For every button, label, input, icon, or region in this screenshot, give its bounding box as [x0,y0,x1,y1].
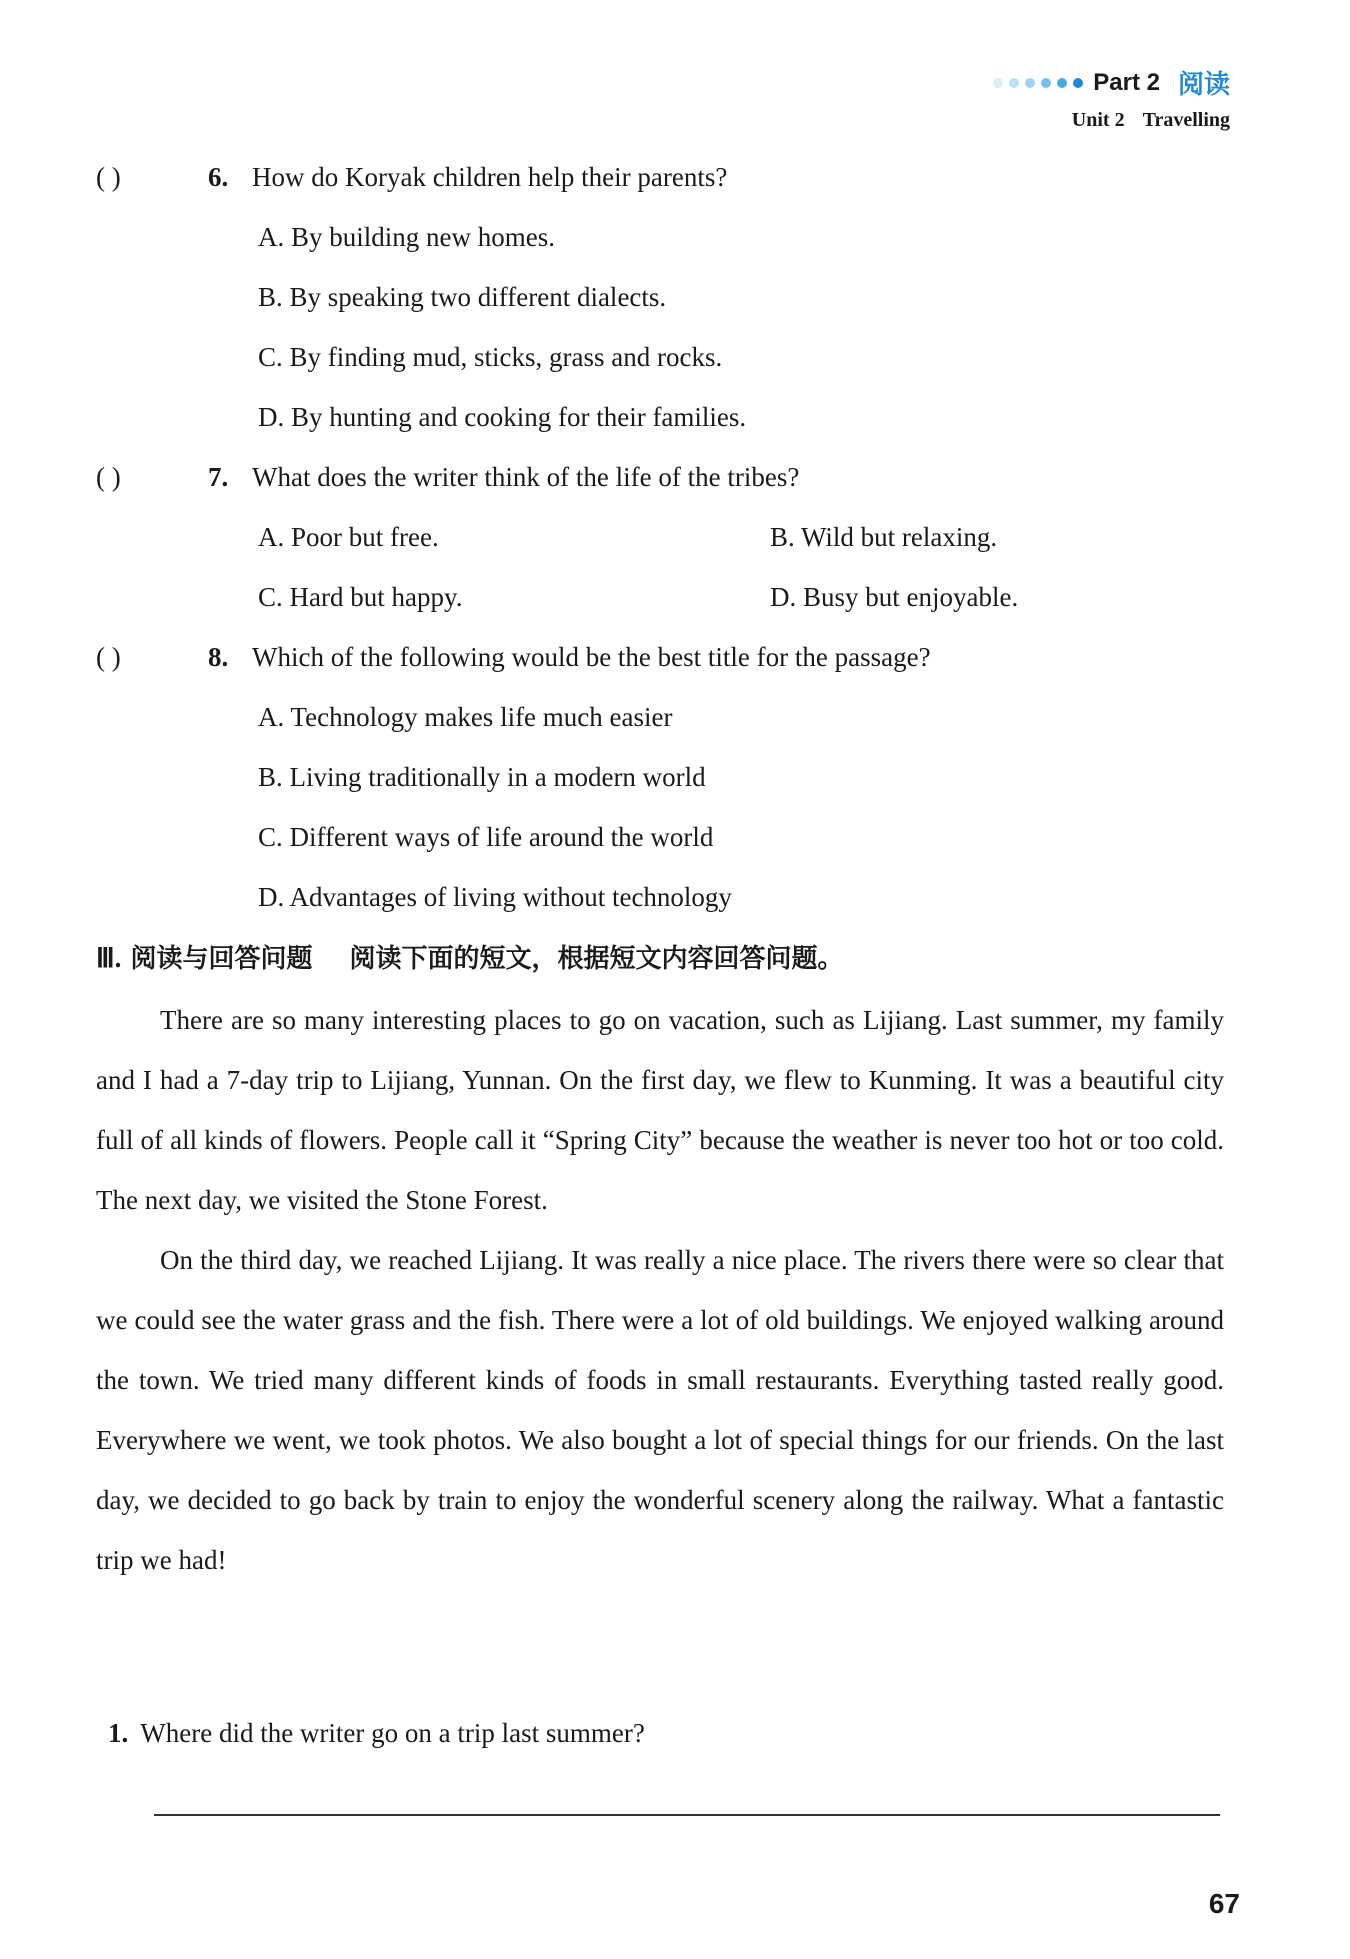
dot-icon [1009,78,1019,88]
question-text: How do Koryak children help their parents? [252,162,728,192]
question-number: 8. [208,642,229,672]
option-b: B. By speaking two different dialects. [258,282,667,312]
page-header [993,64,1230,132]
option-d: D. Busy but enjoyable. [770,582,1019,612]
question-text: Where did the writer go on a trip last summer? [140,1718,645,1748]
part-label: Part 2 [1093,68,1160,96]
question-number: 6. [208,162,229,192]
answer-parentheses[interactable]: ( ) [96,462,121,492]
dot-icon [1057,78,1067,88]
question-8 [96,640,931,674]
option-d: D. By hunting and cooking for their families. [258,402,747,432]
passage-paragraph: There are so many interesting places to go on vacation, such as Lijiang. Last summer, my family and I had a 7-day trip to Lijiang, Yunnan. On the first day, we flew to Kunming. It was a beautiful city full of all kinds of flowers. People call it “Spring City” because the weather is never too hot or too cold. The next day, we visited the Stone Forest. [96,1005,1224,1215]
unit-title: Travelling [1142,109,1230,131]
answer-parentheses[interactable]: ( ) [96,642,121,672]
dot-icon [993,78,1003,88]
question-6 [96,160,727,194]
answer-question-1 [108,1718,645,1749]
decorative-dots [993,78,1083,88]
section-number: Ⅲ. [96,943,122,973]
answer-line[interactable] [154,1814,1220,1816]
question-7 [96,460,799,494]
option-a: A. Poor but free. [258,522,439,552]
question-number: 7. [208,462,229,492]
dot-icon [1025,78,1035,88]
passage-paragraph: On the third day, we reached Lijiang. It was really a nice place. The rivers there were so clear that we could see the water grass and the fish. There were a lot of old buildings. We enjoyed walking around the town. We tried many different kinds of foods in small restaurants. Everything tasted really good. Everywhere we went, we took photos. We also bought a lot of special things for our friends. On the last day, we decided to go back by train to enjoy the wonderful scenery along the railway. What a fantastic trip we had! [96,1245,1224,1575]
unit-label: Unit 2 [1071,109,1125,131]
answer-parentheses[interactable]: ( ) [96,162,121,192]
option-c: C. By finding mud, sticks, grass and rocks. [258,342,723,372]
dot-icon [1073,78,1083,88]
option-d: D. Advantages of living without technology [258,882,732,912]
question-number: 1. [108,1718,129,1748]
question-text: Which of the following would be the best title for the passage? [252,642,931,672]
question-text: What does the writer think of the life of the tribes? [252,462,800,492]
page-number: 67 [1208,1888,1240,1919]
option-c: C. Hard but happy. [258,582,463,612]
option-b: B. Wild but relaxing. [770,522,998,552]
reading-passage [96,990,1224,1590]
part-cn-label: 阅读 [1177,70,1230,100]
option-a: A. By building new homes. [258,222,555,252]
section-heading [96,938,844,975]
section-instruction: 阅读下面的短文，根据短文内容回答问题。 [349,944,844,974]
option-b: B. Living traditionally in a modern world [258,762,706,792]
dot-icon [1041,78,1051,88]
option-a: A. Technology makes life much easier [258,702,673,732]
section-title: 阅读与回答问题 [130,944,313,974]
option-c: C. Different ways of life around the world [258,822,714,852]
